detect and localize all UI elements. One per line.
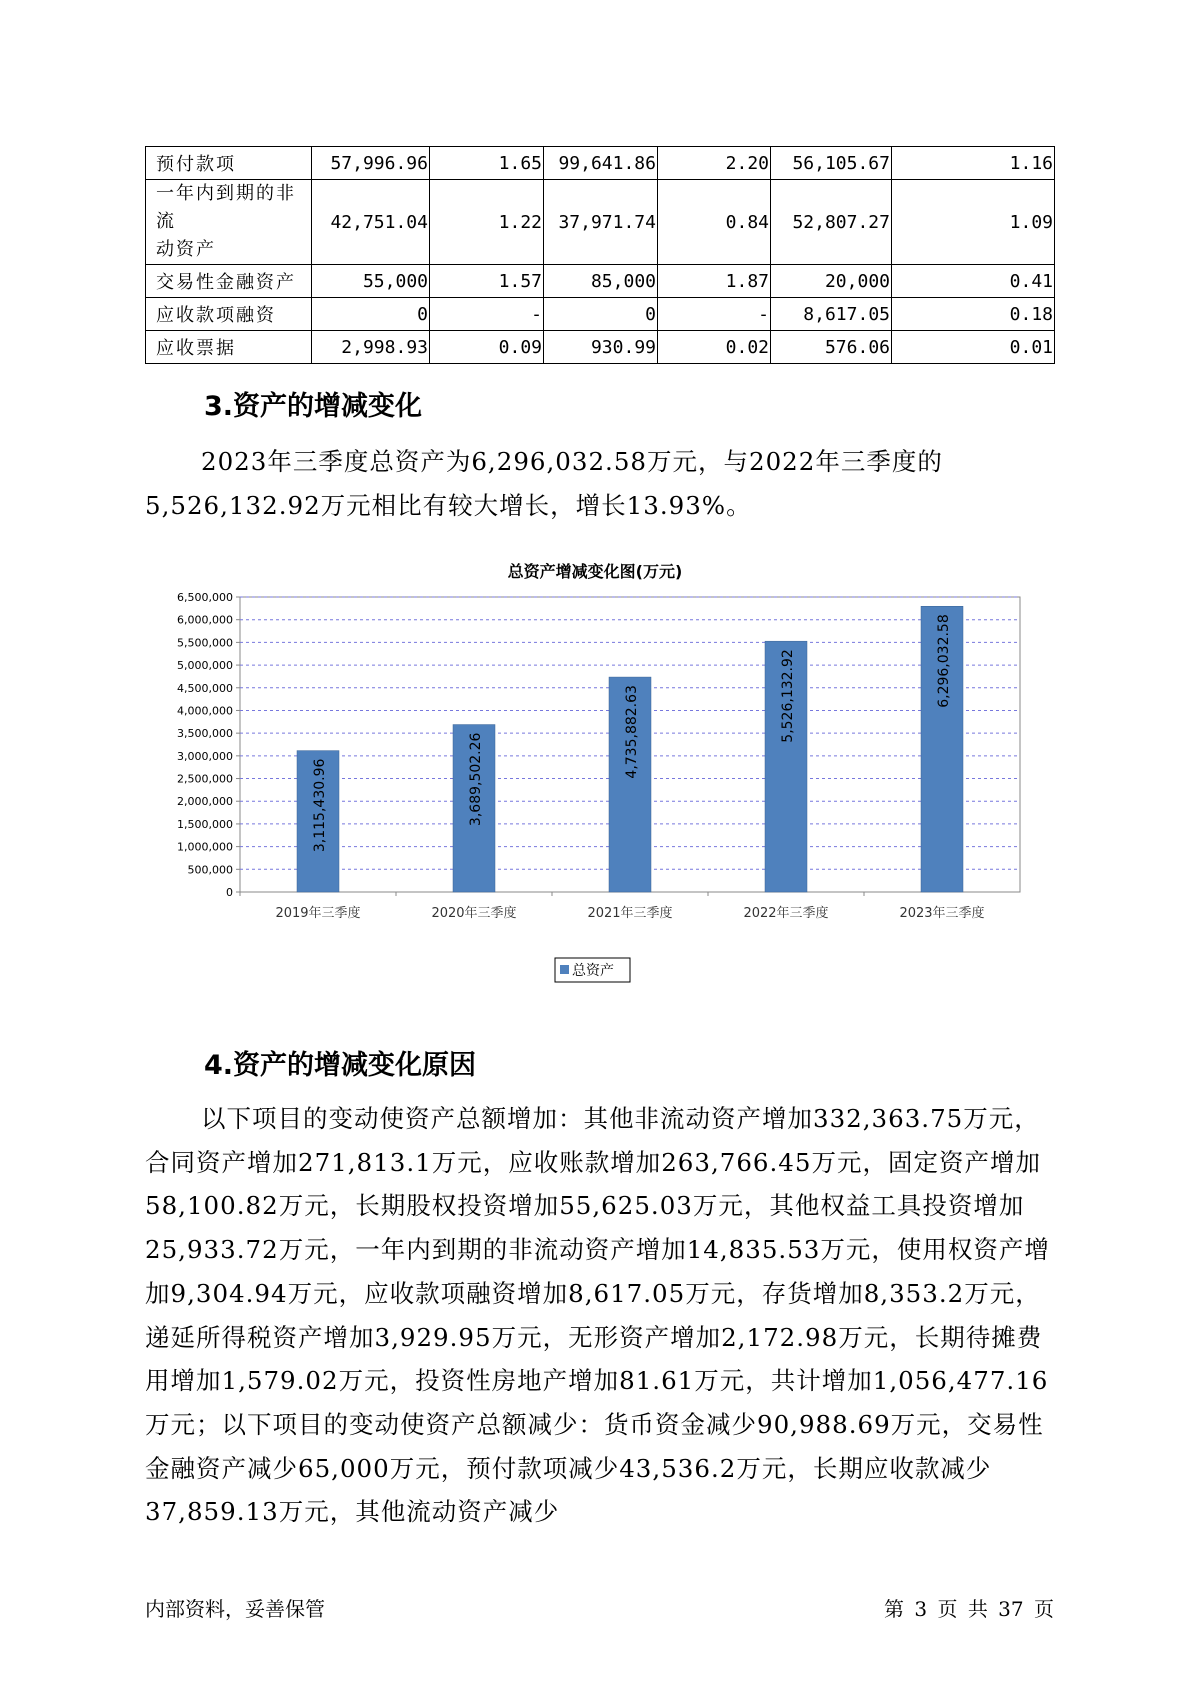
table-cell: 0.02	[658, 331, 771, 364]
table-cell: 576.06	[771, 331, 892, 364]
row-label: 应收款项融资	[146, 298, 312, 331]
bar-value-label: 5,526,132.92	[780, 649, 796, 743]
table-cell: 0	[312, 298, 430, 331]
row-label-line: 一年内到期的非流	[156, 183, 296, 232]
table-cell: 0.09	[430, 331, 544, 364]
x-tick-label: 2022年三季度	[743, 906, 829, 921]
table-cell: 1.16	[892, 147, 1055, 180]
table-cell: 930.99	[544, 331, 658, 364]
row-label-line: 动资产	[156, 239, 216, 260]
table-row	[146, 147, 1055, 180]
table-cell: 1.57	[430, 265, 544, 298]
y-tick-label: 3,500,000	[177, 727, 233, 741]
table-cell: 20,000	[771, 265, 892, 298]
table-cell: 1.09	[892, 180, 1055, 265]
table-cell: 8,617.05	[771, 298, 892, 331]
y-axis-ticks	[177, 591, 240, 899]
y-tick-label: 1,000,000	[177, 840, 233, 854]
row-label: 应收票据	[146, 331, 312, 364]
y-tick-label: 3,000,000	[177, 749, 233, 763]
y-tick-label: 5,000,000	[177, 659, 233, 673]
body-paragraph: 以下项目的变动使资产总额增加：其他非流动资产增加332,363.75万元，合同资产增加271,813.1万元，应收账款增加263,766.45万元，固定资产增加58,100.82万元，长期股权投资增加55,625.03万元，其他权益工具投资增加25,933.72万元，一年内到期的非流动资产增加14,835.53万元，使用权资产增加9,304.94万元，应收款项融资增加8,617.05万元，存货增加8,353.2万元，递延所得税资产增加3,929.95万元，无形资产增加2,172.98万元，长期待摊费用增加1,579.02万元，投资性房地产增加81.61万元，共计增加1,056,477.16万元；以下项目的变动使资产总额减少：货币资金减少90,988.69万元，交易性金融资产减少65,000万元，预付款项减少43,536.2万元，长期应收款减少37,859.13万元，其他流动资产减少	[145, 1104, 1050, 1527]
table-cell: 37,971.74	[544, 180, 658, 265]
section-heading: 3.资产的增减变化	[204, 391, 423, 422]
y-tick-label: 0	[226, 886, 233, 899]
y-tick-label: 2,500,000	[177, 772, 233, 786]
table-cell: 57,996.96	[312, 147, 430, 180]
bar-value-label: 3,689,502.26	[468, 732, 484, 827]
table-cell: 0.84	[658, 180, 771, 265]
bar-value-label: 3,115,430.96	[312, 758, 328, 853]
y-tick-label: 6,000,000	[177, 613, 233, 627]
financial-table	[145, 146, 1055, 364]
table-cell: 0.18	[892, 298, 1055, 331]
y-tick-label: 500,000	[187, 863, 233, 877]
table-cell: 1.22	[430, 180, 544, 265]
y-tick-label: 4,000,000	[177, 704, 233, 718]
table-cell: -	[658, 298, 771, 331]
row-label: 交易性金融资产	[146, 265, 312, 298]
footer-confidential-note: 内部资料，妥善保管	[145, 1597, 325, 1621]
table-cell: 55,000	[312, 265, 430, 298]
row-label: 预付款项	[146, 147, 312, 180]
table-row	[146, 298, 1055, 331]
table-cell: 2.20	[658, 147, 771, 180]
table-row	[146, 265, 1055, 298]
table-cell: 0	[544, 298, 658, 331]
table-cell: 56,105.67	[771, 147, 892, 180]
x-tick-label: 2023年三季度	[899, 906, 985, 921]
y-tick-label: 1,500,000	[177, 817, 233, 831]
section-heading: 4.资产的增减变化原因	[204, 1050, 477, 1081]
y-tick-label: 6,500,000	[177, 591, 233, 604]
legend-swatch	[560, 965, 569, 974]
row-label	[146, 180, 312, 265]
table-cell: -	[430, 298, 544, 331]
bar-value-label: 6,296,032.58	[936, 614, 952, 708]
footer-page-number: 第 3 页 共 37 页	[884, 1597, 1054, 1621]
table-cell: 1.65	[430, 147, 544, 180]
x-axis-ticks	[240, 892, 985, 921]
table-row	[146, 180, 1055, 265]
table-cell: 99,641.86	[544, 147, 658, 180]
table-row	[146, 331, 1055, 364]
x-tick-label: 2020年三季度	[431, 906, 517, 921]
chart-title: 总资产增减变化图(万元)	[507, 562, 683, 581]
y-tick-label: 2,000,000	[177, 795, 233, 809]
table-cell: 2,998.93	[312, 331, 430, 364]
chart-legend	[555, 958, 630, 982]
table-cell: 0.41	[892, 265, 1055, 298]
table-cell: 0.01	[892, 331, 1055, 364]
bar-value-label: 4,735,882.63	[624, 685, 640, 779]
y-tick-label: 4,500,000	[177, 681, 233, 695]
x-tick-label: 2019年三季度	[275, 906, 361, 921]
table-cell: 85,000	[544, 265, 658, 298]
x-tick-label: 2021年三季度	[587, 906, 673, 921]
total-assets-bar-chart	[160, 555, 1030, 1015]
legend-label: 总资产	[572, 963, 614, 979]
y-tick-label: 5,500,000	[177, 636, 233, 650]
table-cell: 52,807.27	[771, 180, 892, 265]
table-cell: 1.87	[658, 265, 771, 298]
body-paragraph: 2023年三季度总资产为6,296,032.58万元，与2022年三季度的5,526,132.92万元相比有较大增长，增长13.93%。	[145, 447, 943, 520]
table-cell: 42,751.04	[312, 180, 430, 265]
